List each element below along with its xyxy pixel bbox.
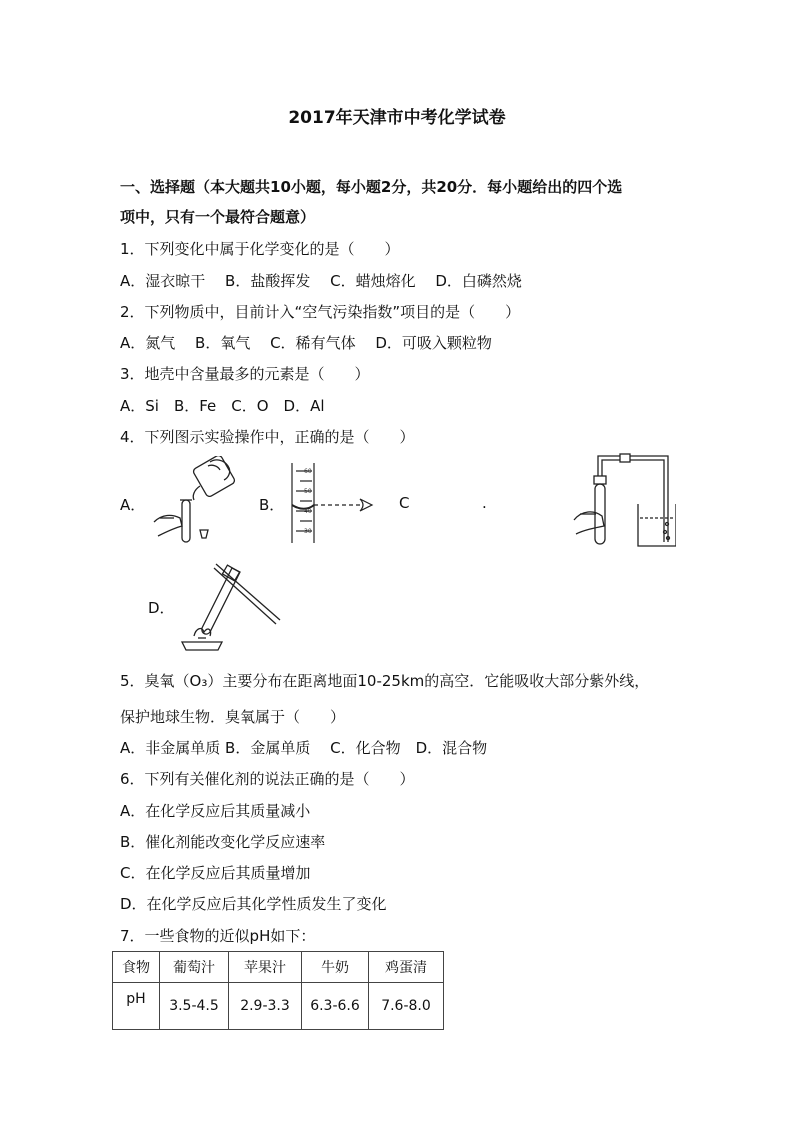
q1-options: A．湿衣晾干 B．盐酸挥发 C．蜡烛熔化 D．白磷然烧 <box>120 272 522 290</box>
q6-stem: 6．下列有关催化剂的说法正确的是（ ） <box>120 770 415 788</box>
heating-test-tube-figure <box>172 558 284 652</box>
table-cell: 2.9-3.3 <box>229 983 302 1030</box>
table-header-cell: 葡萄汁 <box>160 952 229 983</box>
q4-label-a: A． <box>120 496 146 514</box>
table-row <box>113 983 444 1030</box>
q4-stem: 4．下列图示实验操作中，正确的是（ ） <box>120 428 415 446</box>
table-cell: pH <box>113 983 160 1030</box>
q3-stem: 3．地壳中含量最多的元素是（ ） <box>120 365 370 383</box>
q1-stem: 1．下列变化中属于化学变化的是（ ） <box>120 240 400 258</box>
cylinder-mark-50: 50 <box>304 488 312 495</box>
table-cell: 6.3-6.6 <box>302 983 369 1030</box>
q6-option-b: B．催化剂能改变化学反应速率 <box>120 833 326 851</box>
q5-options: A．非金属单质 B．金属单质 C．化合物 D．混合物 <box>120 739 488 757</box>
q3-options: A．Si B．Fe C．O D．Al <box>120 397 325 415</box>
pouring-liquid-figure <box>148 456 240 548</box>
cylinder-mark-30: 30 <box>304 528 312 535</box>
q7-stem: 7．一些食物的近似pH如下： <box>120 927 316 945</box>
q4-label-d: D． <box>148 599 175 617</box>
table-cell: 7.6-8.0 <box>369 983 444 1030</box>
q5-line1: 5．臭氧（O₃）主要分布在距离地面10-25km的高空．它能吸收大部分紫外线， <box>120 672 650 690</box>
q4-dot: . <box>482 494 487 512</box>
ph-table <box>112 951 444 1030</box>
q6-option-d: D．在化学反应后其化学性质发生了变化 <box>120 895 387 913</box>
cylinder-mark-40: 40 <box>304 508 312 515</box>
section-heading-line2: 项中，只有一个最符合题意） <box>120 208 316 226</box>
q6-option-a: A．在化学反应后其质量减小 <box>120 802 311 820</box>
q4-label-c: C <box>399 494 410 512</box>
airtightness-check-figure <box>570 452 676 552</box>
table-header-row <box>113 952 444 983</box>
table-header-cell: 鸡蛋清 <box>369 952 444 983</box>
page-title: 2017年天津市中考化学试卷 <box>288 108 506 128</box>
graduated-cylinder-figure <box>282 461 378 545</box>
q2-options: A．氮气 B．氧气 C．稀有气体 D．可吸入颗粒物 <box>120 334 492 352</box>
q5-line2: 保护地球生物．臭氧属于（ ） <box>120 708 346 726</box>
table-cell: 3.5-4.5 <box>160 983 229 1030</box>
table-header-cell: 苹果汁 <box>229 952 302 983</box>
cylinder-mark-60: 60 <box>304 468 312 475</box>
section-heading-line1: 一、选择题（本大题共10小题，每小题2分，共20分．每小题给出的四个选 <box>120 178 623 196</box>
q4-label-b: B． <box>259 496 285 514</box>
q2-stem: 2．下列物质中，目前计入“空气污染指数”项目的是（ ） <box>120 303 521 321</box>
q6-option-c: C．在化学反应后其质量增加 <box>120 864 311 882</box>
table-header-cell: 食物 <box>113 952 160 983</box>
table-header-cell: 牛奶 <box>302 952 369 983</box>
